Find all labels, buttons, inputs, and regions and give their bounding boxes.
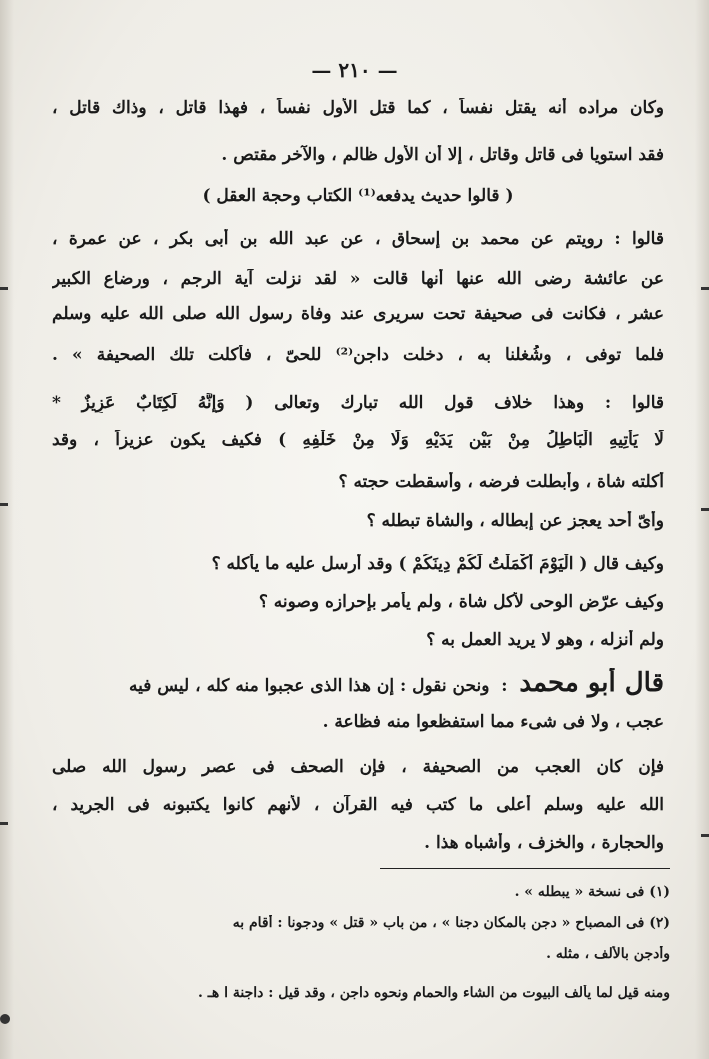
footnote-separator <box>380 868 670 869</box>
text-line: ولم أنزله ، وهو لا يريد العمل به ؟ <box>426 630 664 650</box>
margin-mark <box>701 287 709 290</box>
text-line: أكلته شاة ، وأبطلت فرضه ، وأسقطت حجته ؟ <box>338 472 664 492</box>
margin-mark <box>0 287 8 290</box>
page-number: — ٢١٠ — <box>311 58 398 82</box>
text-line: عن عائشة رضى الله عنها أنها قالت « لقد نزلت آية الرجم ، ورضاع الكبير <box>52 269 664 289</box>
page-edge-left <box>0 0 14 1059</box>
margin-mark <box>701 508 709 511</box>
margin-mark <box>0 503 8 506</box>
text-line: فقد استويا فى قاتل وقاتل ، إلا أن الأول ظالم ، والآخر مقتص . <box>221 145 664 165</box>
margin-mark <box>0 822 8 825</box>
margin-mark <box>701 834 709 837</box>
section-heading: ( قالوا حديث يدفعه⁽¹⁾ الكتاب وحجة العقل ) <box>202 186 514 206</box>
quran-verse-line: لَا يَأْتِيهِ الْبَاطِلُ مِنْ بَيْنِ يَدَيْهِ وَلَا مِنْ خَلْفِهِ ) فكيف يكون عزيزاً ، وقد <box>52 430 664 450</box>
speaker-text: ونحن نقول : إن هذا الذى عجبوا منه كله ، ليس فيه <box>128 676 490 696</box>
footnote-1: (١) فى نسخة « يبطله » . <box>514 884 670 900</box>
text-line: الله عليه وسلم أعلى ما كتب فيه القرآن ، لأنهم كانوا يكتبونه فى الجريد ، <box>52 795 664 815</box>
text-line: عجب ، ولا فى شىء مما استفظعوا منه فظاعة . <box>322 712 664 732</box>
text-line: فإن كان العجب من الصحيفة ، فإن الصحف فى عصر رسول الله صلى <box>52 757 664 777</box>
text-line: قالوا : وهذا خلاف قول الله تبارك وتعالى ( وَإِنَّهُ لَكِتَابٌ عَزِيزٌ * <box>52 393 664 413</box>
text-line: قالوا : رويتم عن محمد بن إسحاق ، عن عبد الله بن أبى بكر ، عن عمرة ، <box>52 229 664 249</box>
margin-mark <box>0 1014 10 1024</box>
page-edge-right <box>695 0 709 1059</box>
text-line: والحجارة ، والخزف ، وأشباه هذا . <box>424 833 664 853</box>
text-line: وكان مراده أنه يقتل نفساً ، كما قتل الأول نفساً ، فهذا قاتل ، وذاك قاتل ، <box>52 98 664 118</box>
footnote-2-extra: ومنه قيل لما يألف البيوت من الشاء والحمام ونحوه داجن ، وقد قيل : داجنة ا هـ . <box>197 985 670 1001</box>
text-line: وأىّ أحد يعجز عن إبطاله ، والشاة تبطله ؟ <box>366 511 664 531</box>
text-line: وكيف قال ( الْيَوْمَ أَكْمَلْتُ لَكُمْ دِينَكُمْ ) وقد أرسل عليه ما يأكله ؟ <box>211 554 664 574</box>
speaker-line: قال أبو محمد : ونحن نقول : إن هذا الذى عجبوا منه كله ، ليس فيه <box>128 668 664 698</box>
footnote-2: (٢) فى المصباح « دجن بالمكان دجنا » ، من باب « قتل » ودجونا : أقام به <box>232 915 670 931</box>
text-line: فلما توفى ، وشُغلنا به ، دخلت داجن⁽²⁾ للحىّ ، فأكلت تلك الصحيفة » . <box>52 345 664 365</box>
speaker-heading: قال أبو محمد <box>519 668 664 698</box>
footnote-2-cont: وأدجن بالألف ، مثله . <box>546 946 670 962</box>
text-line: عشر ، فكانت فى صحيفة تحت سريرى عند وفاة رسول الله صلى الله عليه وسلم <box>52 304 664 324</box>
text-line: وكيف عرّض الوحى لأكل شاة ، ولم يأمر بإحرازه وصونه ؟ <box>258 592 664 612</box>
